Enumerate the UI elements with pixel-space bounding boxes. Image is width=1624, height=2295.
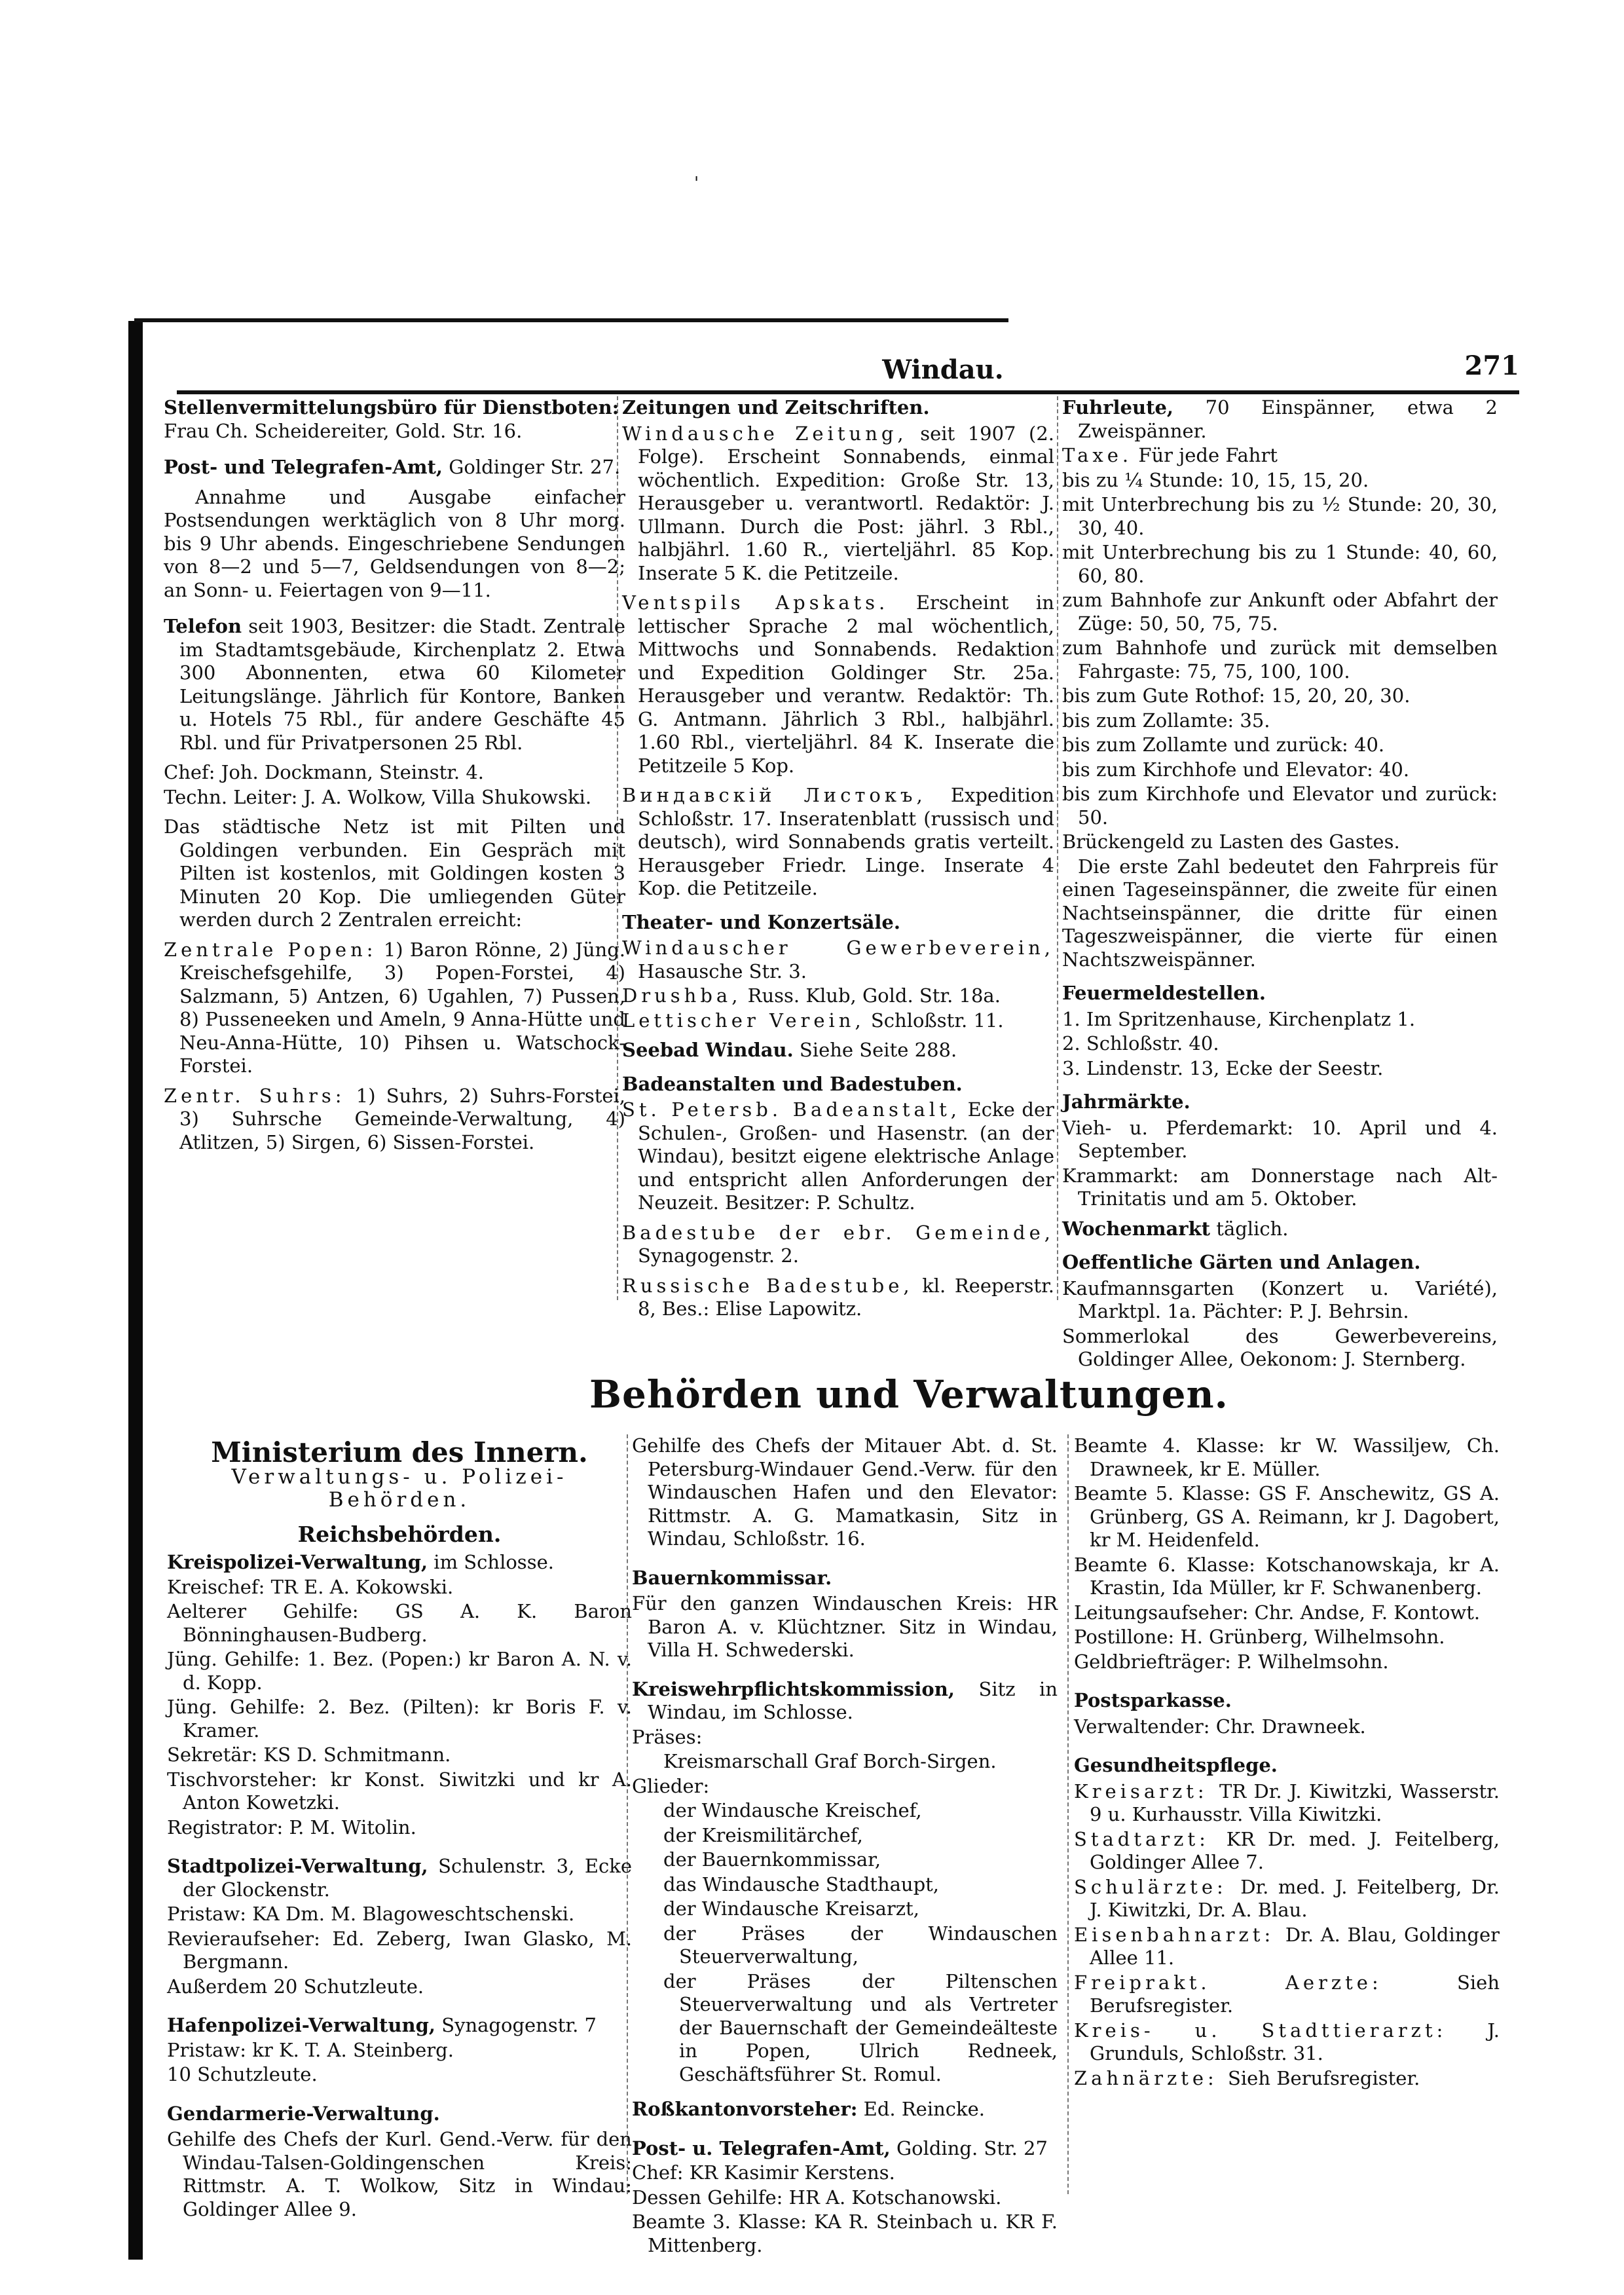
beamte-list	[1074, 1434, 1500, 1673]
staff-line: Sekretär: KS D. Schmitmann.	[167, 1744, 451, 1766]
entry-heading: Kreispolizei-Verwaltung,	[167, 1551, 428, 1573]
staff-line: Beamte 5. Klasse: GS F. Anschewitz, GS A. Grünberg, GS A. Reimann, kr J. Dagobert, kr M. Heidenfeld.	[1074, 1482, 1500, 1551]
glied-item: der Präses der Windauschen Steuerverwaltung,	[663, 1922, 1058, 1968]
staff-line: Registrator: P. M. Witolin.	[167, 1816, 416, 1838]
entry-text: Sieh Berufsregister.	[1090, 1971, 1500, 2017]
entry-russische-badestube	[622, 1275, 1054, 1321]
section-heading-gaerten: Oeffentliche Gärten und Anlagen.	[1062, 1251, 1421, 1273]
tariff-line: bis zu ¼ Stunde: 10, 15, 15, 20.	[1062, 468, 1369, 491]
ministry-subheading: Behörden.	[328, 1488, 471, 1512]
entry-gendarmerie: Gehilfe des Chefs der Kurl. Gend.-Verw. für den Windau-Talsen-Goldingenschen Kreis: Rittmstr. A. T. Wolkow, Sitz in Windau: Goldinger Allee 9.	[167, 2128, 632, 2220]
ministry-heading: Ministerium des Innern.	[211, 1436, 588, 1468]
header-rule	[177, 390, 1519, 394]
entry-gewerbeverein	[622, 937, 1054, 983]
tariff-line: zum Bahnhofe und zurück mit demselben Fahrgaste: 75, 75, 100, 100.	[1062, 637, 1498, 682]
staff-line: Jüng. Gehilfe: 1. Bez. (Popen:) kr Baron A. N. v. d. Kopp.	[167, 1648, 632, 1694]
entry-taxe	[1062, 444, 1498, 468]
lower-column-3	[1074, 1434, 1500, 2091]
tariff-line: bis zum Kirchhofe und Elevator: 40.	[1062, 758, 1410, 781]
entry-text: Synagogenstr. 2.	[638, 1244, 799, 1267]
entry-label: Zentrale Popen:	[164, 938, 377, 961]
entry-kaufmannsgarten: Kaufmannsgarten (Konzert u. Variété), Marktpl. 1a. Pächter: P. J. Behrsin.	[1062, 1277, 1498, 1322]
staff-line: Beamte 6. Klasse: Kotschanowskaja, kr A. Krastin, Ida Müller, kr F. Schwanenberg.	[1074, 1553, 1500, 1599]
entry-text: Golding. Str. 27	[896, 2136, 1048, 2159]
section-heading-zeitungen: Zeitungen und Zeitschriften.	[622, 396, 930, 419]
entry-heading: Stadtpolizei-Verwaltung,	[167, 1855, 428, 1877]
entry-windavskij-listok	[622, 784, 1054, 901]
section-heading-badeanstalten: Badeanstalten und Badestuben.	[622, 1072, 963, 1095]
entry-text: Dr. med. J. Feitelberg, Dr. J. Kiwitzki, Dr. A. Blau.	[1090, 1875, 1500, 1921]
entry-text: Dr. A. Blau, Goldinger Allee 11.	[1090, 1923, 1500, 1969]
staff-line: Chef: KR Kasimir Kerstens.	[632, 2161, 895, 2184]
section-heading-feuermelde: Feuermeldestellen.	[1062, 982, 1266, 1004]
entry-label: Zentr. Suhrs:	[164, 1084, 346, 1107]
entry-stadtpolizei	[167, 1855, 632, 1901]
entry-label: Stadtarzt:	[1074, 1827, 1227, 1850]
entry-kreispolizei	[167, 1551, 632, 1575]
entry-heading: Kreiswehrpflichtskommission,	[632, 1677, 955, 1700]
staff-line: Pristaw: kr K. T. A. Steinberg.	[167, 2038, 454, 2061]
entry-telefon	[164, 615, 625, 755]
entry-heading: Fuhrleute,	[1062, 396, 1174, 419]
entry-heading: Hafenpolizei-Verwaltung,	[167, 2014, 435, 2036]
entry-text: TR Dr. J. Kiwitzki, Wasserstr. 9 u. Kurhausstr. Villa Kiwitzki.	[1090, 1780, 1500, 1825]
entry-text: KR Dr. med. J. Feitelberg, Goldinger Allee 7.	[1090, 1827, 1500, 1873]
staff-line: Leitungsaufseher: Chr. Andse, F. Kontowt.	[1074, 1601, 1481, 1624]
entry-text: Russ. Klub, Gold. Str. 18a.	[747, 984, 1001, 1007]
entry-text: 70 Einspänner, etwa 2 Zweispänner.	[1078, 396, 1498, 442]
tariff-line: mit Unterbrechung bis zu 1 Stunde: 40, 60, 60, 80.	[1062, 541, 1498, 587]
staff-line: Kreischef: TR E. A. Kokowski.	[167, 1575, 454, 1598]
entry-text: 1) Baron Rönne, 2) Jüng. Kreischefsgehilfe, 3) Popen-Forstei, 4) Salzmann, 5) Antzen, 6) Ugahlen, 7) Pussen, 8) Pusseneeken und Ameln, 9 Anna-Hütte und Neu-Anna-Hütte, 10) Pihsen u. Watschock-Forstei.	[179, 938, 625, 1077]
kreispolizei-staff	[167, 1576, 632, 1840]
running-head	[157, 350, 1519, 390]
zentrale-suhrs	[164, 1085, 625, 1155]
entry-text: kl. Reeperstr. 8, Bes.: Elise Lapowitz.	[638, 1274, 1055, 1320]
entry-windausche-zeitung	[622, 422, 1054, 586]
column-2	[622, 396, 1054, 1328]
post-staff	[632, 2161, 1058, 2257]
entry-label: Badestube der ebr. Gemeinde,	[622, 1221, 1054, 1244]
staff-line: Dessen Gehilfe: HR A. Kotschanowski.	[632, 2186, 1002, 2209]
gesundheit-item	[1074, 1924, 1500, 1970]
glieder-label: Glieder:	[632, 1774, 710, 1797]
entry-label: Windauscher Gewerbeverein,	[622, 937, 1054, 959]
section-heading-bauernkommissar: Bauernkommissar.	[632, 1566, 832, 1589]
running-title: Windau.	[882, 354, 1004, 385]
entry-bauernkommissar: Für den ganzen Windauschen Kreis: HR Baron A. v. Klüchtzner. Sitz in Windau, Villa H. Schwederski.	[632, 1592, 1058, 1661]
bruecken-note: Brückengeld zu Lasten des Gastes.	[1062, 830, 1400, 853]
entry-text: seit 1903, Besitzer: die Stadt. Zentrale im Stadtamtsgebäude, Kirchenplatz 2. Etwa 300 Abonnenten, etwa 60 Kilometer Leitungslänge. Jährlich für Kontore, Banken u. Hotels 75 Rbl., für andere Geschäfte 45 Rbl. und für Privatpersonen 25 Rbl.	[179, 615, 625, 754]
entry-rosskanton	[632, 2098, 1058, 2121]
staff-line: Aelterer Gehilfe: GS A. K. Baron Bönninghausen-Budberg.	[167, 1600, 632, 1646]
gesundheit-item	[1074, 1828, 1500, 1875]
staff-line: Postillone: H. Grünberg, Wilhelmsohn.	[1074, 1626, 1445, 1648]
entry-petersb-badeanstalt	[622, 1098, 1054, 1215]
staff-line: Tischvorsteher: kr Konst. Siwitzki und kr A. Anton Kowetzki.	[167, 1768, 632, 1814]
hafenpolizei-staff	[167, 2039, 632, 2087]
gesundheit-item	[1074, 1780, 1500, 1827]
entry-heading: Seebad Windau.	[622, 1039, 794, 1061]
telefon-chef: Chef: Joh. Dockmann, Steinstr. 4.	[164, 761, 485, 783]
entry-heading: Roßkantonvorsteher:	[632, 2098, 858, 2120]
entry-ventspils-apskats	[622, 591, 1054, 777]
entry-heading: Telefon	[164, 615, 242, 637]
entry-stellenvermittlung	[164, 396, 625, 443]
gesundheit-item	[1074, 2019, 1500, 2066]
tariff-line: bis zum Zollamte und zurück: 40.	[1062, 734, 1385, 756]
reichsbehoerden-heading: Reichsbehörden.	[297, 1521, 502, 1547]
entry-drushba	[622, 984, 1054, 1008]
page-number: 271	[1464, 350, 1519, 381]
entry-seebad	[622, 1039, 1054, 1062]
glied-item: der Windausche Kreischef,	[663, 1799, 922, 1821]
entry-text: Ecke der Schulen-, Großen- und Hasenstr. (an der Windau), besitzt eigene elektrische Anlage und entspricht allen Anforderungen der Neuzeit. Besitzer: P. Schultz.	[638, 1098, 1055, 1214]
gesundheit-item	[1074, 1876, 1500, 1922]
staff-line: Außerdem 20 Schutzleute.	[167, 1975, 424, 1998]
glied-item: der Bauernkommissar,	[663, 1848, 881, 1871]
tariff-line: bis zum Kirchhofe und Elevator und zurück: 50.	[1062, 783, 1498, 829]
staff-line: Jüng. Gehilfe: 2. Bez. (Pilten): kr Boris F. v. Kramer.	[167, 1696, 632, 1742]
entry-text: Ed. Reincke.	[863, 2098, 985, 2120]
column-divider	[1057, 396, 1058, 1300]
section-heading-gesundheit: Gesundheitspflege.	[1074, 1754, 1278, 1776]
entry-text: Frau Ch. Scheidereiter, Gold. Str. 16.	[164, 419, 523, 442]
entry-wehrpflicht	[632, 1678, 1058, 1725]
feuer-item: 3. Lindenstr. 13, Ecke der Seestr.	[1062, 1056, 1384, 1079]
lower-column-1	[167, 1434, 632, 2228]
entry-label: Zahnärzte:	[1074, 2066, 1228, 2089]
entry-text: täglich.	[1216, 1217, 1289, 1240]
gesundheit-item	[1074, 1971, 1500, 2018]
praeses: Kreismarschall Graf Borch-Sirgen.	[663, 1750, 997, 1772]
section-heading-jahrmaerkte: Jahrmärkte.	[1062, 1091, 1190, 1113]
glied-item: der Windausche Kreisarzt,	[663, 1897, 919, 1920]
staff-line: Beamte 3. Klasse: KA R. Steinbach u. KR F. Mittenberg.	[632, 2211, 1058, 2256]
column-1	[164, 396, 625, 1161]
entry-gehilfe-mitau: Gehilfe des Chefs der Mitauer Abt. d. St. Petersburg-Windauer Gend.-Verw. für den Windauschen Hafen und den Elevator: Rittmstr. A. G. Mamatkasin, Sitz in Windau, Schloßstr. 16.	[632, 1434, 1058, 1550]
stray-mark: '	[694, 174, 699, 193]
column-divider	[1067, 1434, 1069, 2194]
section-heading-theater: Theater- und Konzertsäle.	[622, 910, 900, 933]
feuer-item: 1. Im Spritzenhause, Kirchenplatz 1.	[1062, 1007, 1416, 1030]
entry-text: 1) Suhrs, 2) Suhrs-Forstei, 3) Suhrsche Gemeinde-Verwaltung, 4) Atlitzen, 5) Sirgen, 6) Sissen-Forstei.	[179, 1084, 626, 1153]
entry-hafenpolizei	[167, 2014, 632, 2038]
tariff-line: bis zum Zollamte: 35.	[1062, 709, 1270, 732]
entry-text: Expedition Schloßstr. 17. Inseratenblatt (russisch und deutsch), wird Sonnabends gratis verteilt. Herausgeber Friedr. Linge. Inserate 4 Kop. die Petitzeile.	[638, 784, 1055, 899]
entry-text: Goldinger Str. 27.	[449, 456, 621, 478]
entry-lettischer-verein	[622, 1009, 1054, 1033]
tariff-line: bis zum Gute Rothof: 15, 20, 20, 30.	[1062, 684, 1411, 707]
entry-label: Виндавскiй Листокъ,	[622, 784, 927, 806]
glieder-list	[632, 1799, 1058, 2086]
praeses-label: Präses:	[632, 1725, 703, 1748]
entry-text: Sitz in Windau, im Schlosse.	[648, 1677, 1058, 1723]
entry-heading: Wochenmarkt	[1062, 1217, 1211, 1240]
entry-text: Erscheint in lettischer Sprache 2 mal wöchentlich, Mittwochs und Sonnabends. Redaktion und Expedition Goldinger Str. 25a. Herausgeber und verantw. Redaktör: Th. G. Antmann. Jährlich 3 Rbl., halbjährl. 1.60 Rbl., vierteljährl. 84 K. Inserate die Petitzeile 5 Kop.	[638, 591, 1054, 777]
gesundheit-list	[1074, 1780, 1500, 2091]
entry-label: Freiprakt. Aerzte:	[1074, 1971, 1458, 1994]
entry-label: Taxe.	[1062, 444, 1133, 466]
tariff-line: zum Bahnhofe zur Ankunft oder Abfahrt der Züge: 50, 50, 75, 75.	[1062, 589, 1498, 635]
lower-column-2	[632, 1434, 1058, 2258]
entry-post-amt	[632, 2137, 1058, 2161]
page-edge-shadow	[128, 321, 143, 2260]
staff-line: Geldbriefträger: P. Wilhelmsohn.	[1074, 1650, 1389, 1673]
telefon-netz: Das städtische Netz ist mit Pilten und Goldingen verbunden. Ein Gespräch mit Pilten ist kostenlos, mit Goldingen kosten 3 Minuten 20 Kop. Die umliegenden Güter werden durch 2 Zentralen erreicht:	[164, 815, 625, 931]
zentrale-popen	[164, 939, 625, 1078]
post-hours: Annahme und Ausgabe einfacher Postsendungen werktäglich von 8 Uhr morg. bis 9 Uhr abends. Eingeschriebene Sendungen von 8—2 und 5—7, Geldsendungen von 8—2; an Sonn- u. Feiertagen von 9—11.	[164, 485, 625, 601]
section-title-behoerden: Behörden und Verwaltungen.	[589, 1372, 1228, 1417]
feuer-item: 2. Schloßstr. 40.	[1062, 1032, 1219, 1054]
entry-heading: Post- u. Telegrafen-Amt,	[632, 2136, 891, 2159]
entry-fuhrleute	[1062, 396, 1498, 443]
glied-item: das Windausche Stadthaupt,	[663, 1873, 940, 1895]
entry-text: Schloßstr. 11.	[870, 1009, 1004, 1032]
gesundheit-item	[1074, 2067, 1500, 2091]
staff-line: Revieraufseher: Ed. Zeberg, Iwan Glasko, M. Bergmann.	[167, 1927, 632, 1973]
entry-label: Kreis- u. Stadttierarzt:	[1074, 2019, 1488, 2042]
staff-line: Beamte 4. Klasse: kr W. Wassiljew, Ch. Drawneek, kr E. Müller.	[1074, 1434, 1500, 1480]
entry-text: Für jede Fahrt	[1138, 444, 1278, 466]
section-heading-postsparkasse: Postsparkasse.	[1074, 1689, 1232, 1711]
entry-text: J. Grunduls, Schloßstr. 31.	[1090, 2019, 1500, 2064]
section-heading-gendarmerie: Gendarmerie-Verwaltung.	[167, 2102, 440, 2125]
tariff-explanation: Die erste Zahl bedeutet den Fahrpreis für einen Tageseinspänner, die zweite für einen Nachtseinspänner, die dritte für einen Tageszweispänner, die vierte für einen Nachtszweispänner.	[1062, 855, 1498, 971]
entry-wochenmarkt	[1062, 1218, 1498, 1241]
ministry-subheading: Verwaltungs- u. Polizei-	[231, 1465, 568, 1489]
entry-label: Lettischer Verein,	[622, 1009, 865, 1032]
entry-label: Kreisarzt:	[1074, 1780, 1220, 1802]
entry-text: Hasausche Str. 3.	[638, 960, 807, 982]
entry-label: Ventspils Apskats.	[622, 591, 889, 614]
entry-text: seit 1907 (2. Folge). Erscheint Sonnabends, einmal wöchentlich. Expedition: Große Str. 13, Herausgeber u. verantwortl. Redaktör: J. Ullmann. Durch die Post: jährl. 3 Rbl., halbjährl. 1.60 R., vierteljährl. 85 Kop. Inserate 5 K. die Petitzeile.	[638, 422, 1054, 584]
glied-item: der Präses der Piltenschen Steuerverwaltung und als Vertreter der Bauernschaft der Gemeindeälteste in Popen, Ulrich Redneek, Geschäftsführer St. Romul.	[663, 1969, 1058, 2085]
entry-label: Eisenbahnarzt:	[1074, 1923, 1285, 1946]
page-top-edge	[134, 318, 1008, 322]
staff-line: 10 Schutzleute.	[167, 2063, 318, 2085]
glied-item: der Kreismilitärchef,	[663, 1823, 863, 1846]
entry-post	[164, 456, 625, 479]
entry-text: Siehe Seite 288.	[799, 1039, 957, 1061]
column-3	[1062, 396, 1498, 1378]
entry-ebr-badestube	[622, 1222, 1054, 1268]
entry-text: Synagogenstr. 7	[441, 2014, 597, 2036]
telefon-techn: Techn. Leiter: J. A. Wolkow, Villa Shukowski.	[164, 785, 592, 808]
entry-postsparkasse: Verwaltender: Chr. Drawneek.	[1074, 1715, 1366, 1738]
entry-text: Schulenstr. 3, Ecke der Glockenstr.	[183, 1855, 633, 1901]
entry-krammarkt: Krammarkt: am Donnerstage nach Alt-Trinitatis und am 5. Oktober.	[1062, 1164, 1498, 1210]
entry-text: Sieh Berufsregister.	[1228, 2066, 1420, 2089]
entry-sommerlokal: Sommerlokal des Gewerbevereins, Goldinger Allee, Oekonom: J. Sternberg.	[1062, 1324, 1498, 1370]
entry-viehmarkt: Vieh- u. Pferdemarkt: 10. April und 4. September.	[1062, 1116, 1498, 1162]
entry-label: Windausche Zeitung,	[622, 422, 908, 445]
entry-label: St. Petersb. Badeanstalt,	[622, 1098, 961, 1121]
entry-text: im Schlosse.	[434, 1551, 554, 1573]
entry-label: Schulärzte:	[1074, 1875, 1241, 1898]
entry-label: Russische Badestube,	[622, 1274, 913, 1297]
entry-heading: Post- und Telegrafen-Amt,	[164, 456, 443, 478]
staff-line: Pristaw: KA Dm. M. Blagoweschtschenski.	[167, 1903, 575, 1925]
tariff-line: mit Unterbrechung bis zu ½ Stunde: 20, 30, 30, 40.	[1062, 493, 1498, 539]
entry-heading: Stellenvermittelungsbüro für Dienstboten:	[164, 396, 619, 419]
tariff-list	[1062, 469, 1498, 830]
entry-label: Drushba,	[622, 984, 742, 1007]
stadtpolizei-staff	[167, 1903, 632, 1998]
feuer-list	[1062, 1008, 1498, 1081]
